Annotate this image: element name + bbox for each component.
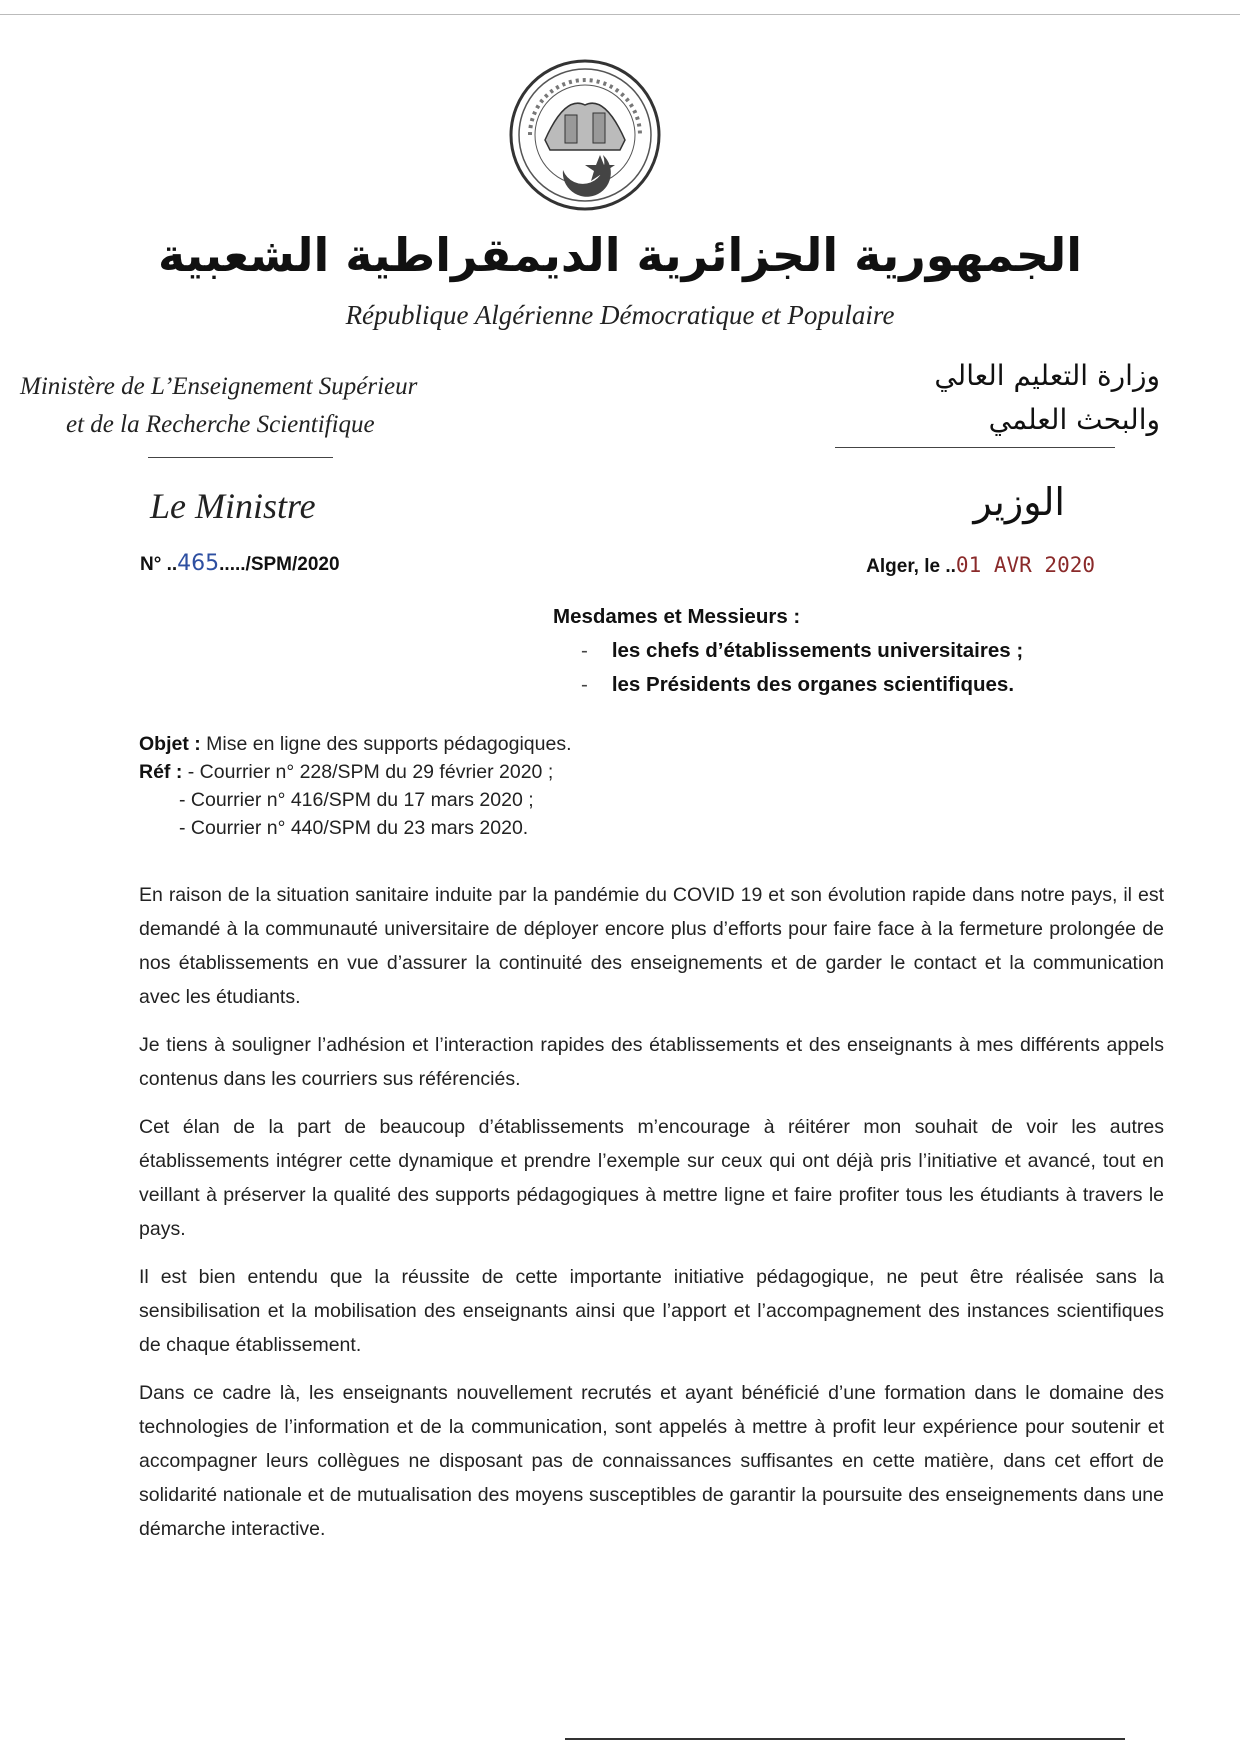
body-paragraph: Dans ce cadre là, les enseignants nouvellement recrutés et ayant bénéficié d’une formation dans le domaine des technologies de l’information et de la communication, sont appelés à mettre à profit leur expérience pour soutenir et accompagner leurs collègues ne disposant pas de connaissances suffisantes en cette matière, dans cet effort de solidarité nationale et de mutualisation des moyens susceptibles de garantir la poursuite des enseignements dans une démarche interactive.: [139, 1382, 1164, 1540]
place-label: Alger, le ..: [866, 556, 956, 577]
minister-title-french: Le Ministre: [150, 486, 316, 526]
subject-label: Objet :: [139, 733, 201, 755]
ref-handwritten-number: 465: [177, 551, 220, 576]
ref-item: - Courrier n° 416/SPM du 17 mars 2020 ;: [179, 789, 534, 811]
french-republic-title: République Algérienne Démocratique et Populaire: [345, 300, 895, 330]
addressee-block: [553, 600, 1023, 702]
addressee-greeting: Mesdames et Messieurs :: [553, 605, 801, 628]
ref-label: Réf :: [139, 761, 183, 783]
addressee-text: les chefs d’établissements universitaires ;: [611, 639, 1024, 662]
ministry-ar-line1: وزارة التعليم العالي: [934, 359, 1160, 392]
ministry-name-arabic: [934, 354, 1160, 442]
ministry-fr-line2: et de la Recherche Scientifique: [66, 411, 375, 438]
minister-title-arabic: الوزير: [973, 480, 1065, 524]
top-edge-line: [0, 14, 1240, 15]
subject-block: [139, 730, 572, 842]
place-date: [866, 553, 1095, 578]
reference-line: [139, 758, 572, 786]
body-paragraph: Il est bien entendu que la réussite de cette importante initiative pédagogique, ne peut être réalisée sans la sensibilisation et la mobilisation des enseignants ainsi que l’apport et l’accompagnement des instances scientifiques de chaque établissement.: [139, 1266, 1164, 1356]
ministry-name-french: [20, 368, 417, 444]
subject-line: [139, 730, 572, 758]
date-stamp: 01 AVR 2020: [955, 553, 1095, 577]
ministry-ar-line2: والبحث العلمي: [988, 403, 1160, 436]
ref-item: - Courrier n° 440/SPM du 23 mars 2020.: [179, 817, 529, 839]
reference-number: [140, 551, 340, 576]
letter-body: [139, 878, 1164, 1560]
body-paragraph: Cet élan de la part de beaucoup d’établissements m’encourage à réitérer mon souhait de voir les autres établissements intégrer cette dynamique et prendre l’exemple sur ceux qui ont déjà pris l’initiative et avancé, tout en veillant à préserver la qualité des supports pédagogiques à mettre ligne et faire profiter tous les étudiants à travers le pays.: [139, 1116, 1164, 1240]
ministry-fr-line1: Ministère de L’Enseignement Supérieur: [20, 373, 418, 400]
arabic-republic-title: الجمهورية الجزائرية الديمقراطية الشعبية: [157, 228, 1083, 282]
ref-prefix: N° ..: [140, 554, 178, 575]
ministry-ar-divider: [835, 447, 1115, 448]
addressee-text: les Présidents des organes scientifiques.: [611, 673, 1015, 696]
addressee-item: - les chefs d’établissements universitaires ;: [581, 639, 1024, 662]
bottom-edge-line: [565, 1738, 1125, 1740]
ref-item: - Courrier n° 228/SPM du 29 février 2020 ;: [187, 761, 554, 783]
ref-suffix: ...../SPM/2020: [219, 554, 340, 575]
body-paragraph: Je tiens à souligner l’adhésion et l’interaction rapides des établissements et des enseignants à mes différents appels contenus dans les courriers sus référenciés.: [139, 1034, 1164, 1090]
ministry-divider: [148, 457, 333, 458]
subject-text: Mise en ligne des supports pédagogiques.: [206, 733, 572, 755]
national-seal-emblem: [505, 55, 665, 215]
addressee-item: - les Présidents des organes scientifiques.: [581, 673, 1015, 696]
body-paragraph: En raison de la situation sanitaire induite par la pandémie du COVID 19 et son évolution rapide dans notre pays, il est demandé à la communauté universitaire de déployer encore plus d’efforts pour faire face à la fermeture prolongée de nos établissements en vue d’assurer la continuité des enseignements et de garder le contact et la communication avec les étudiants.: [139, 884, 1164, 1008]
